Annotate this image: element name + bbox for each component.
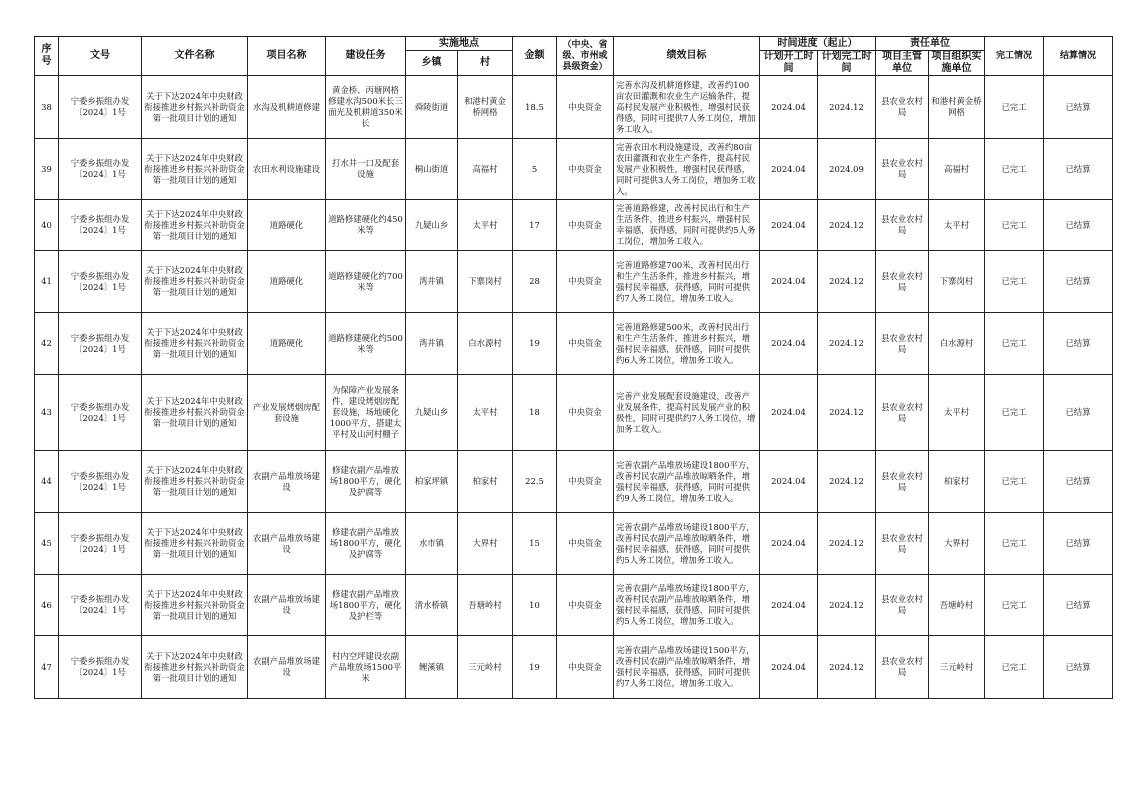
cell-settlement: 已结算 [1044, 636, 1113, 699]
cell-seq: 42 [35, 313, 59, 375]
cell-completion: 已完工 [985, 76, 1044, 139]
cell-amount: 18.5 [513, 76, 557, 139]
cell-seq: 43 [35, 375, 59, 451]
cell-goal: 完善水沟及机耕道修建，改善约100亩农田灌溉和农业生产运输条件，提高村民发展产业积极性，增强村民获得感，同时可提供7人务工岗位，增加务工收入。 [614, 76, 760, 139]
cell-village: 下寨岗村 [458, 251, 513, 313]
cell-doc-no: 宁委乡振组办发〔2024〕1号 [59, 251, 142, 313]
cell-project-name: 道路硬化 [248, 251, 326, 313]
cell-end: 2024.12 [818, 251, 876, 313]
cell-dept: 县农业农村局 [876, 575, 929, 636]
table-body [35, 76, 1113, 699]
cell-dept: 县农业农村局 [876, 200, 929, 251]
cell-org: 高福村 [929, 139, 985, 200]
table-row [35, 513, 1113, 575]
table-row [35, 251, 1113, 313]
cell-task: 修建农副产品堆放场1800平方，硬化及护腐等 [326, 451, 406, 513]
cell-dept: 县农业农村局 [876, 313, 929, 375]
cell-doc-no: 宁委乡振组办发〔2024〕1号 [59, 451, 142, 513]
cell-amount: 5 [513, 139, 557, 200]
cell-fund-source: 中央资金 [557, 139, 614, 200]
cell-start: 2024.04 [760, 375, 818, 451]
cell-goal: 完善道路修建500米，改善村民出行和生产生活条件，推进乡村振兴，增强村民幸福感，获得感，同时可提供约6人务工岗位，增加务工收入。 [614, 313, 760, 375]
table-row [35, 636, 1113, 699]
cell-amount: 18 [513, 375, 557, 451]
cell-end: 2024.12 [818, 451, 876, 513]
cell-dept: 县农业农村局 [876, 513, 929, 575]
cell-fund-source: 中央资金 [557, 575, 614, 636]
cell-task: 道路修建硬化约500米等 [326, 313, 406, 375]
cell-completion: 已完工 [985, 200, 1044, 251]
cell-village: 太平村 [458, 375, 513, 451]
cell-goal: 完善农副产品堆放场建设1800平方，改善村民农副产品堆放晾晒条件，增强村民幸福感，获得感，同时可提供约5人务工岗位，增加务工收入。 [614, 575, 760, 636]
cell-seq: 38 [35, 76, 59, 139]
cell-doc-name: 关于下达2024年中央财政衔接推进乡村振兴补助资金第一批项目计划的通知 [142, 313, 248, 375]
cell-village: 柏家村 [458, 451, 513, 513]
cell-doc-no: 宁委乡振组办发〔2024〕1号 [59, 76, 142, 139]
cell-doc-no: 宁委乡振组办发〔2024〕1号 [59, 375, 142, 451]
header-end: 计划完工时间 [818, 51, 876, 76]
cell-village: 和港村黄金桥网格 [458, 76, 513, 139]
table-row [35, 451, 1113, 513]
header-location: 实施地点 [406, 37, 513, 51]
cell-goal: 完善农田水利设施建设，改善约80亩农田灌溉和农业生产条件，提高村民发展产业积极性，增强村民获得感，同时可提供3人务工岗位，增加务工收入。 [614, 139, 760, 200]
cell-org: 下寨岗村 [929, 251, 985, 313]
table-row [35, 139, 1113, 200]
cell-amount: 17 [513, 200, 557, 251]
cell-project-name: 水沟及机耕道修建 [248, 76, 326, 139]
cell-start: 2024.04 [760, 251, 818, 313]
cell-start: 2024.04 [760, 200, 818, 251]
table-row [35, 375, 1113, 451]
header-town: 乡镇 [406, 51, 458, 76]
cell-project-name: 农副产品堆放场建设 [248, 636, 326, 699]
cell-start: 2024.04 [760, 636, 818, 699]
cell-doc-name: 关于下达2024年中央财政衔接推进乡村振兴补助资金第一批项目计划的通知 [142, 513, 248, 575]
cell-village: 太平村 [458, 200, 513, 251]
header-seq: 序号 [35, 37, 59, 76]
cell-seq: 41 [35, 251, 59, 313]
table-row [35, 313, 1113, 375]
header-responsible: 责任单位 [876, 37, 985, 51]
cell-dept: 县农业农村局 [876, 139, 929, 200]
cell-end: 2024.09 [818, 139, 876, 200]
cell-fund-source: 中央资金 [557, 76, 614, 139]
cell-seq: 45 [35, 513, 59, 575]
cell-settlement: 已结算 [1044, 575, 1113, 636]
cell-fund-source: 中央资金 [557, 313, 614, 375]
cell-task: 修建农副产品堆放场1800平方，硬化及护栏等 [326, 575, 406, 636]
header-org: 项目组织实施单位 [929, 51, 985, 76]
cell-task: 道路修建硬化约700米等 [326, 251, 406, 313]
cell-end: 2024.12 [818, 375, 876, 451]
cell-doc-name: 关于下达2024年中央财政衔接推进乡村振兴补助资金第一批项目计划的通知 [142, 200, 248, 251]
header-fund-source: （中央、省级、市州或县级资金） [557, 37, 614, 76]
cell-start: 2024.04 [760, 575, 818, 636]
header-dept: 项目主管单位 [876, 51, 929, 76]
cell-project-name: 产业发展烤烟房配套设施 [248, 375, 326, 451]
cell-org: 和港村黄金桥网格 [929, 76, 985, 139]
cell-end: 2024.12 [818, 575, 876, 636]
cell-amount: 10 [513, 575, 557, 636]
cell-seq: 39 [35, 139, 59, 200]
cell-doc-name: 关于下达2024年中央财政衔接推进乡村振兴补助资金第一批项目计划的通知 [142, 139, 248, 200]
cell-town: 清水桥镇 [406, 575, 458, 636]
cell-town: 水市镇 [406, 513, 458, 575]
cell-amount: 22.5 [513, 451, 557, 513]
cell-start: 2024.04 [760, 513, 818, 575]
header-settlement: 结算情况 [1044, 37, 1113, 76]
cell-town: 桐山街道 [406, 139, 458, 200]
cell-village: 吾塘岭村 [458, 575, 513, 636]
cell-settlement: 已结算 [1044, 451, 1113, 513]
cell-completion: 已完工 [985, 139, 1044, 200]
cell-seq: 46 [35, 575, 59, 636]
cell-village: 三元岭村 [458, 636, 513, 699]
cell-org: 三元岭村 [929, 636, 985, 699]
table-header [35, 37, 1113, 76]
cell-doc-no: 宁委乡振组办发〔2024〕1号 [59, 200, 142, 251]
cell-settlement: 已结算 [1044, 251, 1113, 313]
cell-task: 打水井一口及配套设施 [326, 139, 406, 200]
cell-start: 2024.04 [760, 451, 818, 513]
cell-org: 白水源村 [929, 313, 985, 375]
cell-village: 高福村 [458, 139, 513, 200]
cell-goal: 完善农副产品堆放场建设1500平方，改善村民农副产品堆放晾晒条件，增强村民幸福感，获得感，同时可提供约7人务工岗位，增加务工收入。 [614, 636, 760, 699]
cell-town: 湾井镇 [406, 251, 458, 313]
cell-completion: 已完工 [985, 251, 1044, 313]
cell-goal: 完善农副产品堆放场建设1800平方，改善村民农副产品堆放晾晒条件，增强村民幸福感，获得感，同时可提供约9人务工岗位，增加务工收入。 [614, 451, 760, 513]
cell-task: 道路修建硬化约450米等 [326, 200, 406, 251]
cell-town: 柏家坪镇 [406, 451, 458, 513]
cell-amount: 28 [513, 251, 557, 313]
header-doc-no: 文号 [59, 37, 142, 76]
cell-org: 太平村 [929, 375, 985, 451]
cell-dept: 县农业农村局 [876, 451, 929, 513]
cell-dept: 县农业农村局 [876, 251, 929, 313]
cell-doc-no: 宁委乡振组办发〔2024〕1号 [59, 575, 142, 636]
cell-fund-source: 中央资金 [557, 636, 614, 699]
cell-task: 修建农副产品堆放场1800平方，硬化及护腐等 [326, 513, 406, 575]
cell-doc-name: 关于下达2024年中央财政衔接推进乡村振兴补助资金第一批项目计划的通知 [142, 575, 248, 636]
cell-goal: 完善道路修建，改善村民出行和生产生活条件，推进乡村振兴，增强村民幸福感，获得感，同时可提供约5人务工岗位，增加务工收入。 [614, 200, 760, 251]
cell-settlement: 已结算 [1044, 513, 1113, 575]
cell-settlement: 已结算 [1044, 76, 1113, 139]
cell-org: 大界村 [929, 513, 985, 575]
cell-project-name: 农田水利设施建设 [248, 139, 326, 200]
project-table-sheet [34, 36, 1112, 699]
cell-fund-source: 中央资金 [557, 375, 614, 451]
cell-doc-name: 关于下达2024年中央财政衔接推进乡村振兴补助资金第一批项目计划的通知 [142, 636, 248, 699]
table-row [35, 76, 1113, 139]
cell-amount: 19 [513, 636, 557, 699]
cell-dept: 县农业农村局 [876, 375, 929, 451]
cell-doc-name: 关于下达2024年中央财政衔接推进乡村振兴补助资金第一批项目计划的通知 [142, 76, 248, 139]
cell-end: 2024.12 [818, 636, 876, 699]
cell-start: 2024.04 [760, 76, 818, 139]
header-schedule: 时间进度（起止） [760, 37, 876, 51]
cell-doc-no: 宁委乡振组办发〔2024〕1号 [59, 139, 142, 200]
cell-seq: 47 [35, 636, 59, 699]
cell-end: 2024.12 [818, 513, 876, 575]
cell-seq: 40 [35, 200, 59, 251]
cell-completion: 已完工 [985, 451, 1044, 513]
header-amount: 金额 [513, 37, 557, 76]
table-row [35, 200, 1113, 251]
cell-org: 太平村 [929, 200, 985, 251]
cell-project-name: 道路硬化 [248, 200, 326, 251]
cell-task: 为保障产业发展条件，建设烤烟房配套设施，场地硬化1000平方，搭建太平村及山河村棚子 [326, 375, 406, 451]
cell-doc-no: 宁委乡振组办发〔2024〕1号 [59, 513, 142, 575]
header-task: 建设任务 [326, 37, 406, 76]
cell-town: 湾井镇 [406, 313, 458, 375]
header-goal: 绩效目标 [614, 37, 760, 76]
header-completion: 完工情况 [985, 37, 1044, 76]
cell-goal: 完善道路修建700米，改善村民出行和生产生活条件，推进乡村振兴，增强村民幸福感，获得感，同时可提供约7人务工岗位，增加务工收入。 [614, 251, 760, 313]
cell-town: 九疑山乡 [406, 200, 458, 251]
cell-doc-name: 关于下达2024年中央财政衔接推进乡村振兴补助资金第一批项目计划的通知 [142, 451, 248, 513]
cell-completion: 已完工 [985, 636, 1044, 699]
cell-task: 村内空坪建设农副产品堆放场1500平米 [326, 636, 406, 699]
cell-doc-name: 关于下达2024年中央财政衔接推进乡村振兴补助资金第一批项目计划的通知 [142, 251, 248, 313]
cell-village: 白水源村 [458, 313, 513, 375]
cell-completion: 已完工 [985, 513, 1044, 575]
cell-town: 舜陵街道 [406, 76, 458, 139]
cell-amount: 19 [513, 313, 557, 375]
project-table [34, 36, 1113, 699]
cell-doc-no: 宁委乡振组办发〔2024〕1号 [59, 636, 142, 699]
cell-town: 九疑山乡 [406, 375, 458, 451]
cell-goal: 完善农副产品堆放场建设1800平方，改善村民农副产品堆放晾晒条件，增强村民幸福感，获得感，同时可提供约5人务工岗位，增加务工收入。 [614, 513, 760, 575]
cell-settlement: 已结算 [1044, 313, 1113, 375]
header-village: 村 [458, 51, 513, 76]
cell-project-name: 农副产品堆放场建设 [248, 513, 326, 575]
cell-end: 2024.12 [818, 200, 876, 251]
cell-town: 鲤溪镇 [406, 636, 458, 699]
cell-end: 2024.12 [818, 76, 876, 139]
cell-fund-source: 中央资金 [557, 513, 614, 575]
header-project-name: 项目名称 [248, 37, 326, 76]
header-doc-name: 文件名称 [142, 37, 248, 76]
cell-fund-source: 中央资金 [557, 251, 614, 313]
cell-doc-name: 关于下达2024年中央财政衔接推进乡村振兴补助资金第一批项目计划的通知 [142, 375, 248, 451]
cell-org: 吾塘岭村 [929, 575, 985, 636]
cell-org: 柏家村 [929, 451, 985, 513]
header-start: 计划开工时间 [760, 51, 818, 76]
cell-settlement: 已结算 [1044, 200, 1113, 251]
cell-seq: 44 [35, 451, 59, 513]
cell-settlement: 已结算 [1044, 139, 1113, 200]
cell-doc-no: 宁委乡振组办发〔2024〕1号 [59, 313, 142, 375]
cell-project-name: 农副产品堆放场建设 [248, 451, 326, 513]
cell-amount: 15 [513, 513, 557, 575]
table-row [35, 575, 1113, 636]
cell-dept: 县农业农村局 [876, 76, 929, 139]
cell-project-name: 农副产品堆放场建设 [248, 575, 326, 636]
cell-completion: 已完工 [985, 375, 1044, 451]
cell-project-name: 道路硬化 [248, 313, 326, 375]
cell-start: 2024.04 [760, 139, 818, 200]
cell-end: 2024.12 [818, 313, 876, 375]
cell-completion: 已完工 [985, 575, 1044, 636]
cell-completion: 已完工 [985, 313, 1044, 375]
cell-goal: 完善产业发展配套设施建设，改善产业发展条件，提高村民发展产业的积极性，同时可提供约7人务工岗位，增加务工收入。 [614, 375, 760, 451]
cell-dept: 县农业农村局 [876, 636, 929, 699]
cell-fund-source: 中央资金 [557, 200, 614, 251]
cell-fund-source: 中央资金 [557, 451, 614, 513]
cell-task: 黄金桥、丙塘网格修建水沟500米长三面光及机耕道350米长 [326, 76, 406, 139]
cell-settlement: 已结算 [1044, 375, 1113, 451]
cell-start: 2024.04 [760, 313, 818, 375]
cell-village: 大界村 [458, 513, 513, 575]
